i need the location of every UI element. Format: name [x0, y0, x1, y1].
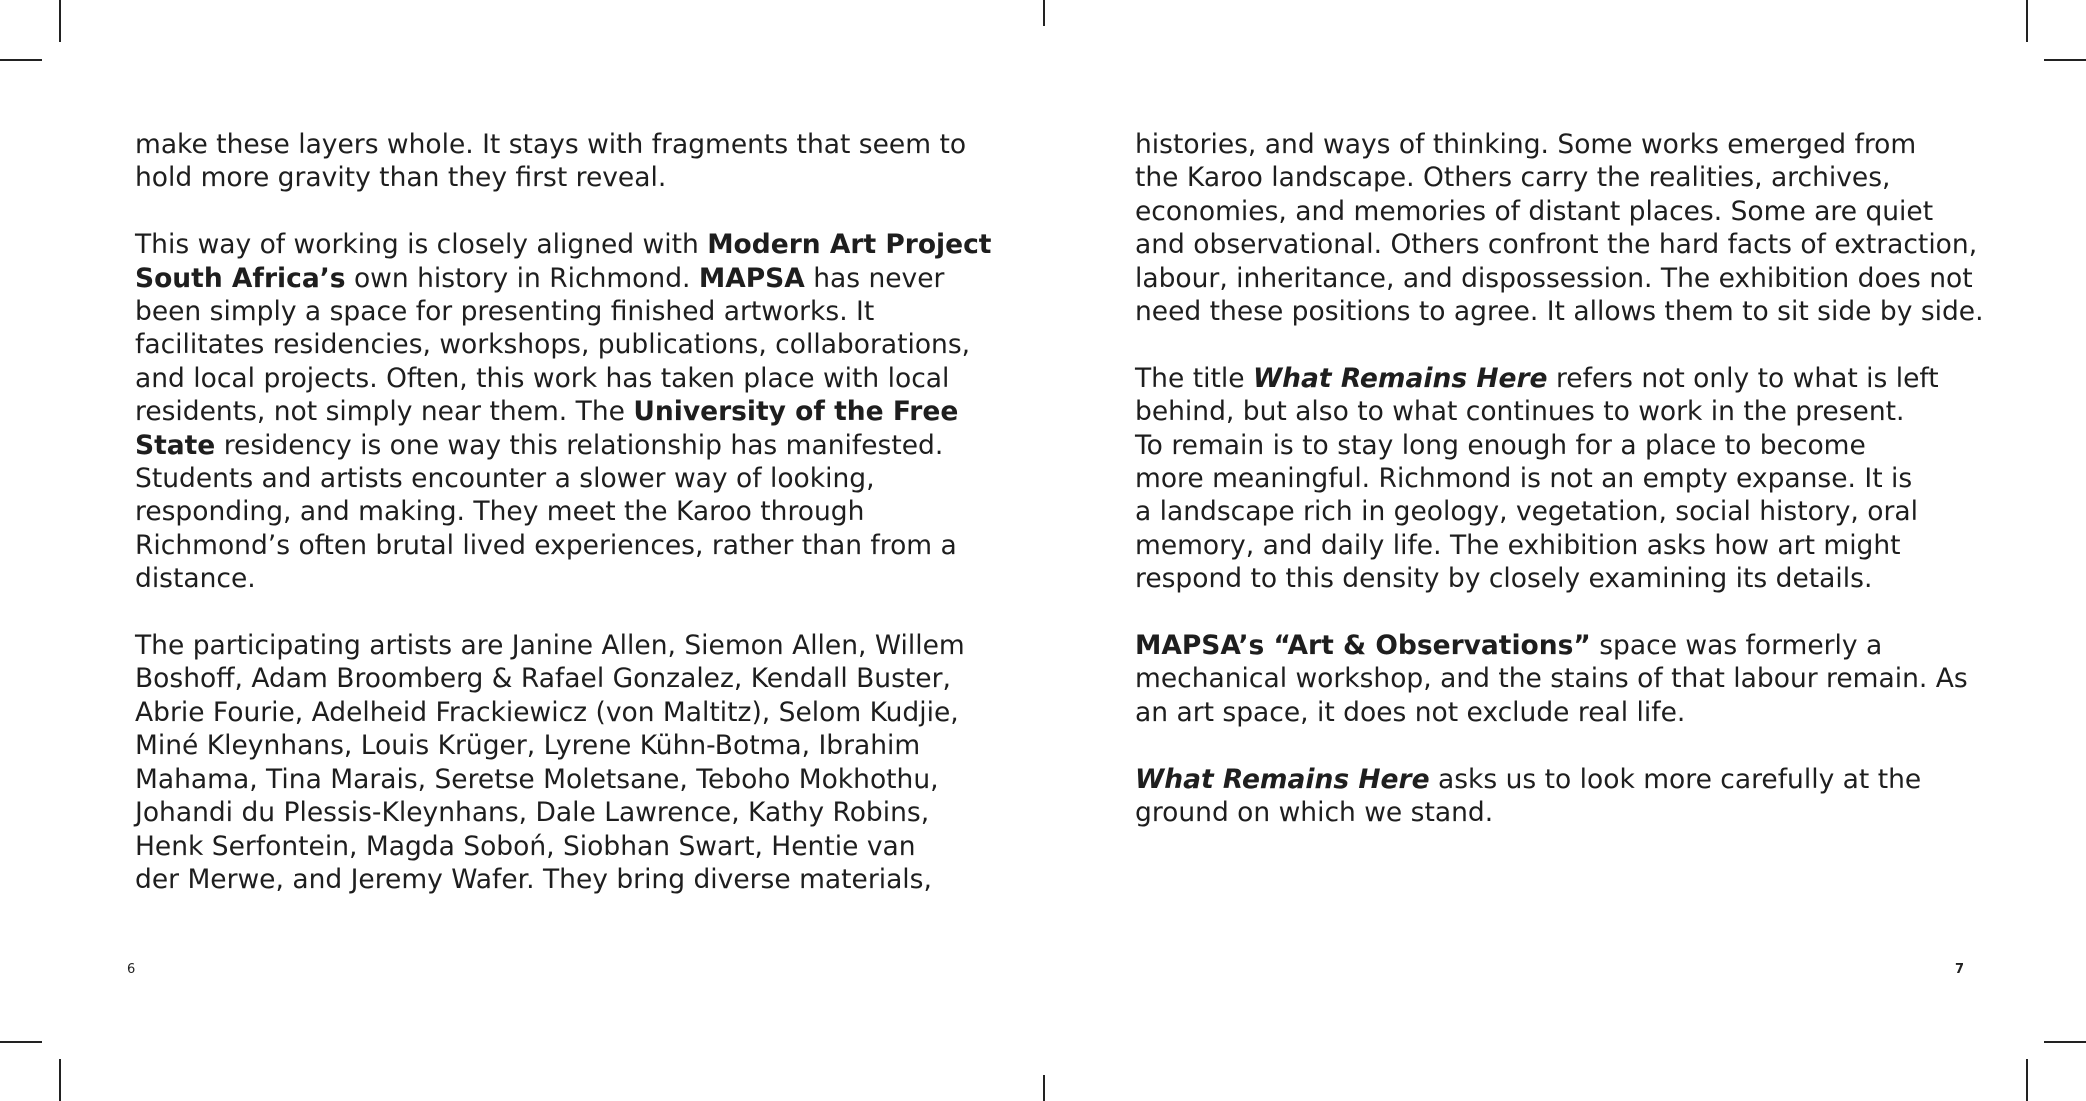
crop-mark: [0, 59, 42, 61]
text-line: [135, 696, 970, 729]
body-text: responding, and making. They meet the Karoo through: [135, 496, 865, 528]
text-line: [135, 128, 970, 161]
text-line: [1135, 462, 1980, 495]
text-line: [1135, 796, 1980, 829]
body-text: a landscape rich in geology, vegetation, social history, oral: [1135, 496, 1918, 528]
body-text: This way of working is closely aligned with: [135, 229, 708, 261]
text-line: [1135, 228, 1980, 261]
paragraph: [135, 228, 992, 595]
body-text: and local projects. Often, this work has taken place with local: [135, 362, 950, 394]
page-number-left: 6: [127, 962, 136, 977]
body-text: has never: [804, 262, 945, 294]
crop-mark: [59, 1059, 61, 1101]
text-line: [135, 262, 970, 295]
body-text: own history in Richmond.: [345, 262, 699, 294]
body-text: space was formerly a: [1590, 630, 1883, 662]
text-line: [135, 629, 970, 662]
right-page-text: [1135, 128, 1984, 863]
body-text: need these positions to agree. It allows them to sit side by side.: [1135, 296, 1984, 328]
emphasis-text: What Remains Here: [1252, 362, 1548, 394]
emphasis-text: What Remains Here: [1135, 763, 1430, 795]
text-line: [1135, 763, 1980, 796]
text-line: [135, 161, 970, 194]
emphasis-text: South Africa’s: [135, 262, 346, 294]
body-text: ground on which we stand.: [1135, 797, 1494, 829]
body-text: Abrie Fourie, Adelheid Frackiewicz (von Maltitz), Selom Kudjie,: [135, 696, 959, 728]
body-text: and observational. Others confront the hard facts of extraction,: [1135, 229, 1978, 261]
body-text: labour, inheritance, and dispossession. The exhibition does not: [1135, 262, 1973, 294]
body-text: make these layers whole. It stays with fragments that seem to: [135, 129, 967, 160]
emphasis-text: Modern Art Project: [707, 229, 992, 261]
body-text: The title: [1135, 362, 1253, 394]
body-text: hold more gravity than they first reveal.: [135, 162, 667, 194]
body-text: Students and artists encounter a slower way of looking,: [135, 463, 875, 495]
body-text: Miné Kleynhans, Louis Krüger, Lyrene Kühn-Botma, Ibrahim: [135, 730, 921, 762]
paragraph: [135, 128, 970, 195]
text-line: [135, 328, 970, 361]
text-line: [1135, 662, 1980, 695]
body-text: Boshoff, Adam Broomberg & Rafael Gonzalez, Kendall Buster,: [135, 663, 951, 695]
text-line: [135, 395, 970, 428]
body-text: residents, not simply near them. The: [135, 396, 634, 428]
body-text: mechanical workshop, and the stains of that labour remain. As: [1135, 663, 1968, 695]
text-line: [135, 729, 970, 762]
body-text: distance.: [135, 563, 256, 595]
text-line: [135, 863, 970, 896]
text-line: [1135, 562, 1980, 595]
page-number-right: 7: [1955, 962, 1965, 977]
body-text: To remain is to stay long enough for a place to become: [1135, 429, 1866, 461]
text-line: [1135, 495, 1980, 528]
body-text: Richmond’s often brutal lived experiences, rather than from a: [135, 529, 957, 561]
body-text: more meaningful. Richmond is not an empty expanse. It is: [1135, 463, 1913, 495]
body-text: facilitates residencies, workshops, publications, collaborations,: [135, 329, 971, 361]
text-line: [135, 362, 970, 395]
crop-mark: [2044, 1041, 2086, 1043]
text-line: [1135, 529, 1980, 562]
body-text: been simply a space for presenting finished artworks. It: [135, 296, 875, 328]
emphasis-text: University of the Free: [633, 396, 959, 428]
text-line: [1135, 362, 1980, 395]
text-line: [1135, 696, 1980, 729]
paragraph: [1135, 629, 1980, 729]
body-text: respond to this density by closely examining its details.: [1135, 563, 1873, 595]
paragraph: [1135, 362, 1980, 596]
body-text: economies, and memories of distant places. Some are quiet: [1135, 195, 1934, 227]
body-text: Johandi du Plessis-Kleynhans, Dale Lawrence, Kathy Robins,: [135, 797, 930, 829]
left-page-text: [135, 128, 992, 930]
body-text: Henk Serfontein, Magda Soboń, Siobhan Swart, Hentie van: [135, 830, 916, 862]
crop-mark: [59, 0, 61, 42]
crop-mark: [2044, 59, 2086, 61]
crop-mark: [0, 1041, 42, 1043]
emphasis-text: State: [135, 429, 216, 461]
emphasis-text: MAPSA: [698, 262, 805, 294]
text-line: [135, 295, 970, 328]
text-line: [135, 429, 970, 462]
body-text: the Karoo landscape. Others carry the realities, archives,: [1135, 162, 1891, 194]
body-text: residency is one way this relationship has manifested.: [215, 429, 944, 461]
body-text: The participating artists are Janine Allen, Siemon Allen, Willem: [135, 630, 965, 662]
text-line: [135, 796, 970, 829]
crop-mark: [1043, 0, 1045, 26]
text-line: [135, 462, 970, 495]
text-line: [1135, 262, 1980, 295]
crop-mark: [2026, 1059, 2028, 1101]
body-text: refers not only to what is left: [1547, 362, 1939, 394]
body-text: histories, and ways of thinking. Some works emerged from: [1135, 129, 1917, 160]
crop-mark: [1043, 1075, 1045, 1101]
text-line: [135, 562, 970, 595]
body-text: an art space, it does not exclude real life.: [1135, 696, 1686, 728]
paragraph: [135, 629, 970, 896]
text-line: [135, 529, 970, 562]
text-line: [1135, 195, 1980, 228]
text-line: [1135, 128, 1980, 161]
paragraph: [1135, 128, 1984, 328]
emphasis-text: MAPSA’s “Art & Observations”: [1135, 630, 1591, 662]
body-text: behind, but also to what continues to work in the present.: [1135, 396, 1905, 428]
body-text: der Merwe, and Jeremy Wafer. They bring diverse materials,: [135, 863, 932, 895]
text-line: [135, 830, 970, 863]
body-text: Mahama, Tina Marais, Seretse Moletsane, Teboho Mokhothu,: [135, 763, 939, 795]
text-line: [1135, 295, 1984, 328]
crop-mark: [2026, 0, 2028, 42]
text-line: [135, 495, 970, 528]
text-line: [1135, 629, 1980, 662]
text-line: [1135, 429, 1980, 462]
paragraph: [1135, 763, 1980, 830]
text-line: [1135, 161, 1980, 194]
text-line: [135, 662, 970, 695]
text-line: [135, 763, 970, 796]
text-line: [1135, 395, 1980, 428]
body-text: memory, and daily life. The exhibition asks how art might: [1135, 529, 1901, 561]
text-line: [135, 228, 992, 261]
body-text: asks us to look more carefully at the: [1429, 763, 1922, 795]
